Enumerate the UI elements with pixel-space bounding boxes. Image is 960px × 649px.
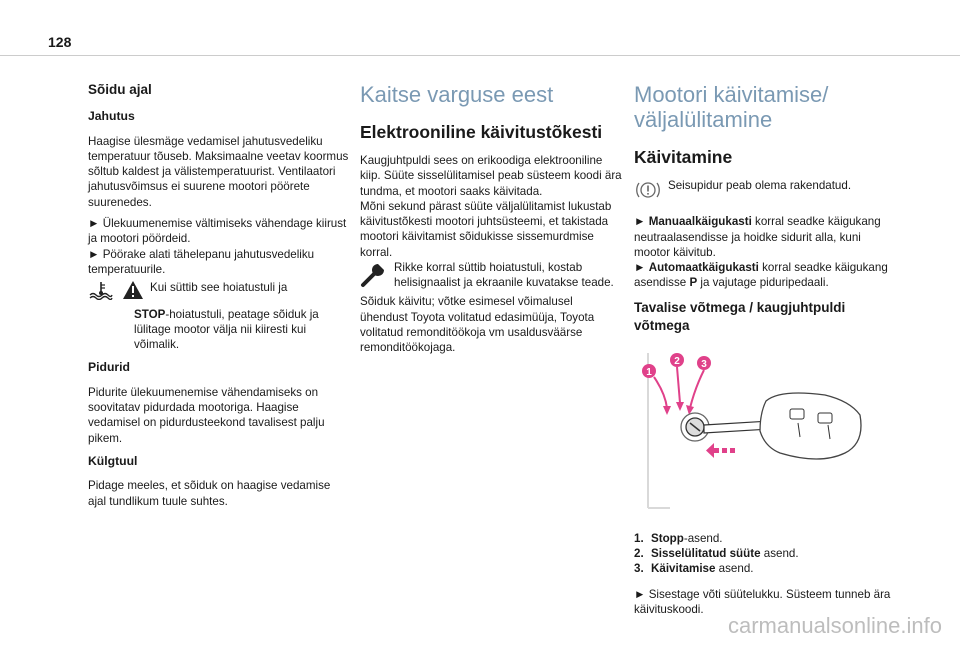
ignition-key-figure [620, 353, 880, 513]
position-name: Käivitamise [651, 562, 716, 576]
insert-key-instruction: ► Sisestage võti süütelukku. Süsteem tunneb ära käivituskoodi. [634, 587, 891, 616]
coolant-warning [88, 280, 350, 304]
crosswind-paragraph: Pidage meeles, et sõiduk on haagise vedamise ajal tundlikum tuule suhtes. [88, 479, 331, 508]
cooling-paragraph: Haagise ülesmäge vedamisel jahutusvedeliku temperatuur tõuseb. Maksimaalne veetav koormus sõltub kaldest ja välistemperatuurist. Ventilaatori jahutusvõimsus ei suurene mootori pöörete suurenedes. [88, 134, 349, 209]
position-name: Stopp [651, 531, 684, 545]
immobiliser-paragraph-2: Mõni sekund pärast süüte väljalülitamist lukustab käivitustõkesti mootori juhtsüsteemi, et takistada mootori käivitamist sõidukisse sissemurdmise korral. [360, 199, 612, 259]
svg-text:2: 2 [674, 355, 680, 367]
park-position-label: P [689, 276, 698, 290]
position-suffix: asend. [715, 562, 754, 576]
automatic-gearbox-text: korral seadke käigukang asendisse [634, 261, 888, 290]
immobiliser-heading: Elektrooniline käivitustõkesti [360, 122, 603, 142]
starting-heading: Käivitamine [634, 147, 733, 167]
header-divider [0, 55, 960, 56]
crosswind-title: Külgtuul [88, 453, 138, 468]
marker-3 [697, 356, 711, 370]
watermark: carmanualsonline.info [727, 613, 942, 638]
column-engine-start [634, 82, 896, 623]
bullet-marker: ► [634, 261, 649, 275]
warning-triangle-icon [122, 280, 144, 304]
parking-brake-note [634, 178, 896, 204]
list-item [634, 546, 896, 561]
svg-text:3: 3 [701, 358, 707, 370]
svg-text:1: 1 [646, 366, 652, 378]
position-name: Sisselülitatud süüte [651, 547, 761, 561]
position-suffix: asend. [760, 547, 799, 561]
engine-start-stop-heading: Mootori käivitamise/ väljalülitamine [634, 82, 829, 132]
position-suffix: -asend. [683, 531, 723, 545]
marker-2 [670, 353, 684, 367]
theft-protection-heading: Kaitse varguse eest [360, 82, 554, 107]
coolant-temperature-icon [88, 280, 114, 304]
list-item [634, 561, 896, 576]
fault-note [360, 260, 622, 292]
immobiliser-paragraph-3: Sõiduk käivitu; võtke esimesel võimalusel ühendust Toyota volitatud edasimüüja, Toyota volitatud remonditöökoja vm usaldusväärse remonditöökojaga. [360, 295, 595, 355]
manual-gearbox-text: korral seadke käigukang neutraalasendisse ja hoidke sidurit alla, kuni mootor käivitub. [634, 215, 881, 259]
page-number: 128 [48, 34, 72, 50]
cooling-bullet-2: ► Pöörake alati tähelepanu jahutusvedeliku temperatuurile. [88, 247, 315, 276]
cooling-title: Jahutus [88, 109, 135, 124]
coolant-warning-text: -hoiatustuli, peatage sõiduk ja lülitage mootor välja nii kiiresti kui võimalik. [134, 307, 319, 352]
list-number: 2. [634, 547, 644, 561]
coolant-warning-line1: Kui süttib see hoiatustuli ja [150, 281, 288, 295]
fault-note-text: Rikke korral süttib hoiatustuli, kostab helisignaalist ja ekraanile kuvatakse teade. [394, 261, 614, 290]
key-types-heading: Tavalise võtmega / kaugjuhtpuldi võtmega [634, 299, 846, 333]
parking-brake-icon [634, 178, 662, 204]
wrench-icon [360, 262, 386, 292]
list-item [634, 531, 896, 546]
list-number: 1. [634, 531, 644, 545]
manual-gearbox-label: Manuaalkäigukasti [648, 215, 752, 229]
automatic-gearbox-text-end: ja vajutage piduripedaali. [697, 276, 829, 290]
list-number: 3. [634, 562, 644, 576]
section-heading-driving: Sõidu ajal [88, 82, 152, 97]
automatic-gearbox-label: Automaatkäigukasti [648, 261, 759, 275]
brakes-paragraph: Pidurite ülekuumenemise vähendamiseks on soovitatav pidurdada mootoriga. Haagise vedamisel on pidurdusteekond tavalisest palju pikem. [88, 385, 325, 445]
parking-brake-text: Seisupidur peab olema rakendatud. [668, 179, 852, 192]
stop-label: STOP [134, 307, 166, 321]
column-towing [88, 82, 350, 515]
brakes-title: Pidurid [88, 360, 130, 375]
column-theft-protection [360, 82, 622, 362]
marker-1 [642, 364, 656, 378]
cooling-bullet-1: ► Ülekuumenemise vältimiseks vähendage kiirust ja mootori pöördeid. [88, 217, 347, 246]
immobiliser-paragraph-1: Kaugjuhtpuldi sees on erikoodiga elektrooniline kiip. Süüte sisselülitamisel peab süsteem koodi ära tundma, et mootori saaks käivitada. [360, 154, 622, 198]
bullet-marker: ► [634, 215, 649, 229]
key-positions-list [634, 531, 896, 577]
